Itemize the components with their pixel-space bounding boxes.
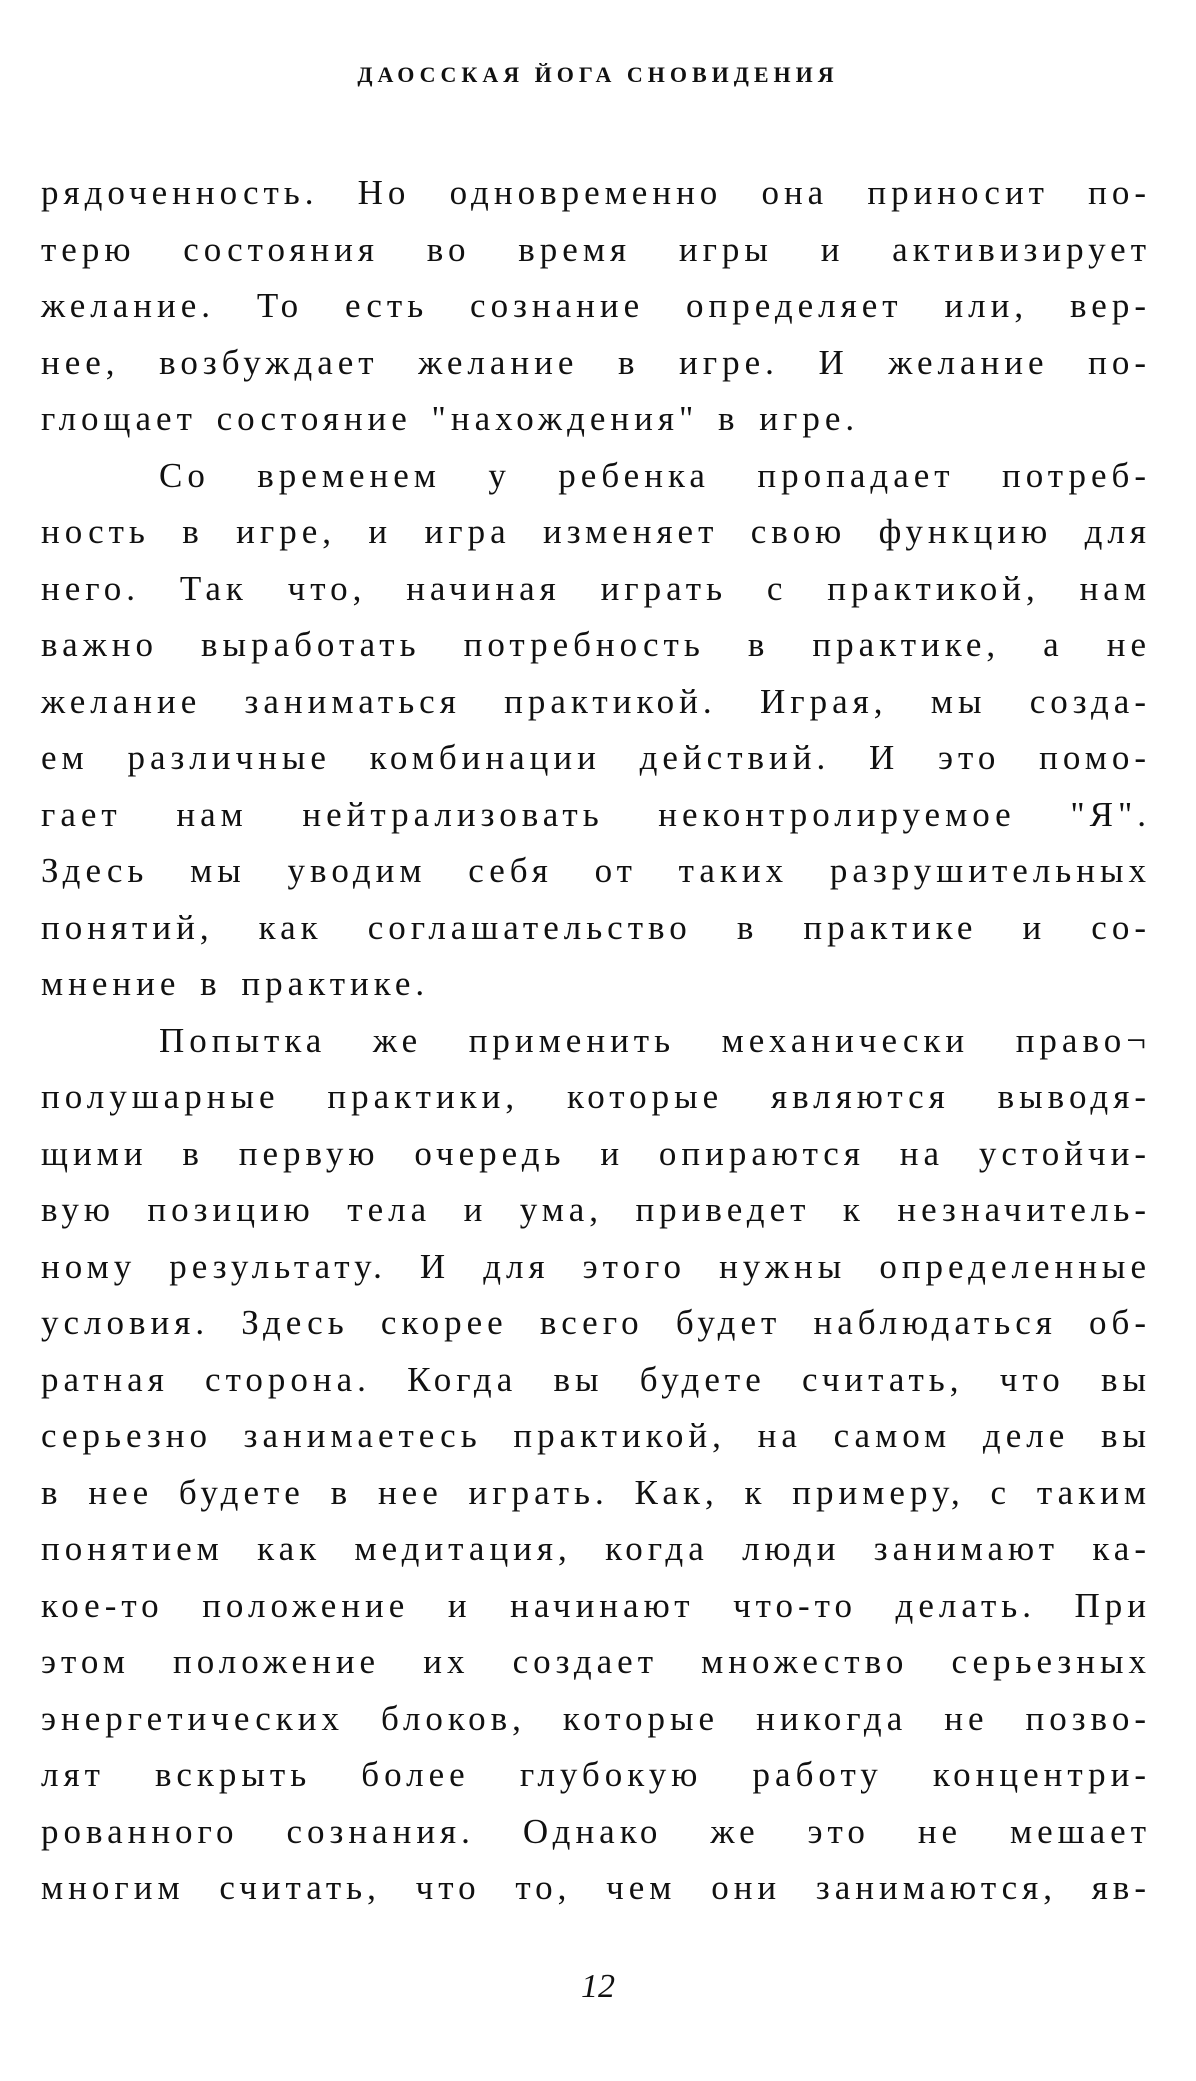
body-text <box>41 165 1151 1917</box>
text-line: вую позицию тела и ума, приведет к незначитель- <box>41 1190 1151 1229</box>
text-line: понятием как медитация, когда люди занимают ка- <box>41 1529 1151 1568</box>
text-line: Со временем у ребенка пропадает потреб- <box>159 455 1151 495</box>
text-line: рованного сознания. Однако же это не мешает <box>41 1811 1151 1851</box>
text-line: Попытка же применить механически право¬ <box>159 1020 1151 1060</box>
text-line: ность в игре, и игра изменяет свою функцию для <box>41 512 1151 551</box>
text-line: мнение в практике. <box>41 964 430 1003</box>
text-line: желание. То есть сознание определяет или, вер- <box>41 286 1151 325</box>
text-line: полушарные практики, которые являются выводя- <box>41 1077 1151 1116</box>
text-line: гает нам нейтрализовать неконтролируемое "Я". <box>41 794 1151 834</box>
text-line: понятий, как соглашательство в практике и со- <box>41 907 1151 947</box>
text-line: желание заниматься практикой. Играя, мы созда- <box>41 681 1151 721</box>
text-line: этом положение их создает множество серьезных <box>41 1642 1151 1681</box>
text-line: терю состояния во время игры и активизирует <box>41 229 1151 269</box>
running-head: ДАОССКАЯ ЙОГА СНОВИДЕНИЯ <box>357 62 839 87</box>
text-line: нее, возбуждает желание в игре. И желание по- <box>41 342 1151 382</box>
text-line: лят вскрыть более глубокую работу концентри- <box>41 1755 1151 1794</box>
page-number: 12 <box>581 1968 615 2005</box>
text-line: энергетических блоков, которые никогда не позво- <box>41 1698 1151 1738</box>
text-line: серьезно занимаетесь практикой, на самом деле вы <box>41 1416 1151 1455</box>
text-line: в нее будете в нее играть. Как, к примеру, с таким <box>41 1472 1151 1512</box>
text-line: условия. Здесь скорее всего будет наблюдаться об- <box>41 1303 1151 1342</box>
text-line: ному результату. И для этого нужны определенные <box>41 1246 1151 1286</box>
text-line: глощает состояние "нахождения" в игре. <box>41 399 860 438</box>
text-line: щими в первую очередь и опираются на устойчи- <box>41 1133 1151 1173</box>
text-line: ратная сторона. Когда вы будете считать, что вы <box>41 1359 1151 1399</box>
text-line: важно выработать потребность в практике, а не <box>41 625 1151 664</box>
text-line: многим считать, что то, чем они занимаются, яв- <box>41 1868 1151 1907</box>
text-line: Здесь мы уводим себя от таких разрушительных <box>41 851 1151 890</box>
text-line: кое-то положение и начинают что-то делать. При <box>41 1585 1151 1625</box>
text-line: ем различные комбинации действий. И это помо- <box>41 738 1151 777</box>
text-line: него. Так что, начиная играть с практикой, нам <box>41 568 1151 608</box>
text-line: рядоченность. Но одновременно она приносит по- <box>41 173 1151 212</box>
